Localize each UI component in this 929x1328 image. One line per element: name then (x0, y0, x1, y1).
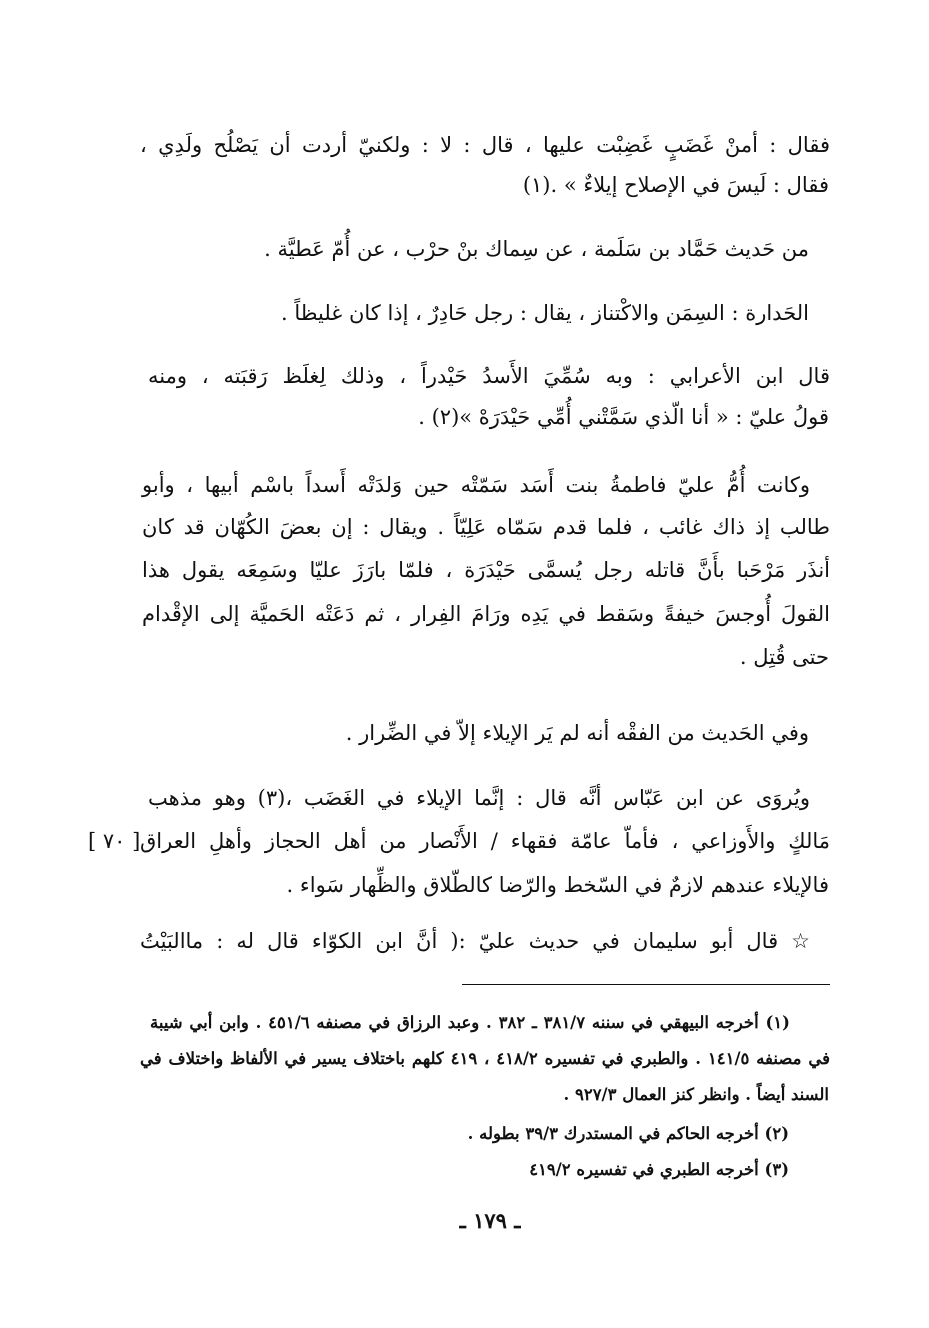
footnote-line-2: في مصنفه ١٤١/٥ . والطبري في تفسيره ٤١٨/٢ ، ٤١٩ كلهم باختلاف يسير في الألفاظ واختلاف في (140, 1049, 831, 1068)
footnote-separator (462, 984, 830, 985)
page-number: ـ ١٧٩ ـ (459, 1208, 521, 1233)
body-line-10: القولَ أُوجسَ خيفةً وسَقط في يَدِه ورَامَ الفِرار ، ثم دَعَتْه الحَميَّة إلى الإقْدام (142, 602, 830, 626)
footnote-line-3: السند أيضاً . وانظر كنز العمال ٩٢٧/٣ . (563, 1085, 829, 1104)
body-line-7: وكانت أُمُّ عليّ فاطمةُ بنت أَسَد سَمّتْه حين وَلدَتْه أَسداً باسْم أبيها ، وأبو (142, 473, 810, 497)
body-line-4: الحَدارة : السِمَن والاكْتناز ، يقال : رجل حَادِرٌ ، إذا كان غليظاً . (281, 301, 809, 325)
footnote-line-5: (٣) أخرجه الطبري في تفسيره ٤١٩/٢ (529, 1160, 789, 1179)
body-line-2: فقال : لَيسَ في الإصلاح إيلاءٌ » .(١) (522, 173, 829, 197)
footnote-line-4: (٢) أخرجه الحاكم في المستدرك ٣٩/٣ بطوله . (467, 1124, 789, 1143)
body-line-1: فقال : أمنْ غَضَبٍ غَضِبْت عليها ، قال : لا : ولكنيّ أردت أن يَصْلُح ولَدِي ، (140, 133, 830, 157)
body-line-15: فالإيلاء عندهم لازمٌ في السّخط والرّضا كالطّلاق والظِّهار سَواء . (286, 873, 829, 897)
body-line-9: أنذَر مَرْحَبا بأَنَّ قاتله رجل يُسمَّى حَيْدَرَة ، فلمّا بارَزَ عليّا وسَمِعَه يقول هذا (142, 558, 830, 582)
body-line-14: مَالكٍ والأَوزاعي ، فأماّ عامّة فقهاء / الأَنْصار من أهل الحجاز وأهلِ العراق (140, 829, 830, 853)
body-line-6: قولُ عليّ : « أنا الّذي سَمَّتْني أُمِّي حَيْدَرَهْ »(٢) . (418, 405, 829, 429)
body-line-16: ☆ قال أبو سليمان في حديث عليّ :( أنَّ ابن الكوّاء قال له : ماالبَيْتُ (140, 929, 810, 953)
body-line-3: من حَديث حَمَّاد بن سَلَمة ، عن سِماك بنْ حرْب ، عن أُمّ عَطيَّة . (264, 237, 809, 261)
body-line-5: قال ابن الأعرابي : وبه سُمِّيَ الأَسدُ حَيْدراً ، وذلك لِغلَظ رَقبَته ، ومنه (148, 364, 830, 388)
body-line-12: وفي الحَديث من الفقْه أنه لم يَر الإيلاء إلاّ في الضِّرار . (345, 721, 809, 745)
body-line-13: ويُروَى عن ابن عَبّاس أنَّه قال : إنَّما الإيلاء في الغَضَب ،(٣) وهو مذهب (148, 786, 811, 810)
margin-page-marker: [ ٧٠ ] (88, 829, 141, 853)
footnote-line-1: (١) أخرجه البيهقي في سننه ٣٨١/٧ ـ ٣٨٢ . وعبد الرزاق في مصنفه ٤٥١/٦ . وابن أبي شيبة (150, 1013, 790, 1032)
body-line-11: حتى قُتِل . (739, 645, 829, 669)
body-line-8: طالب إذ ذاك غائب ، فلما قدم سَمّاه عَلِيّاً . ويقال : إن بعضَ الكُهّان قد كان (142, 515, 830, 539)
